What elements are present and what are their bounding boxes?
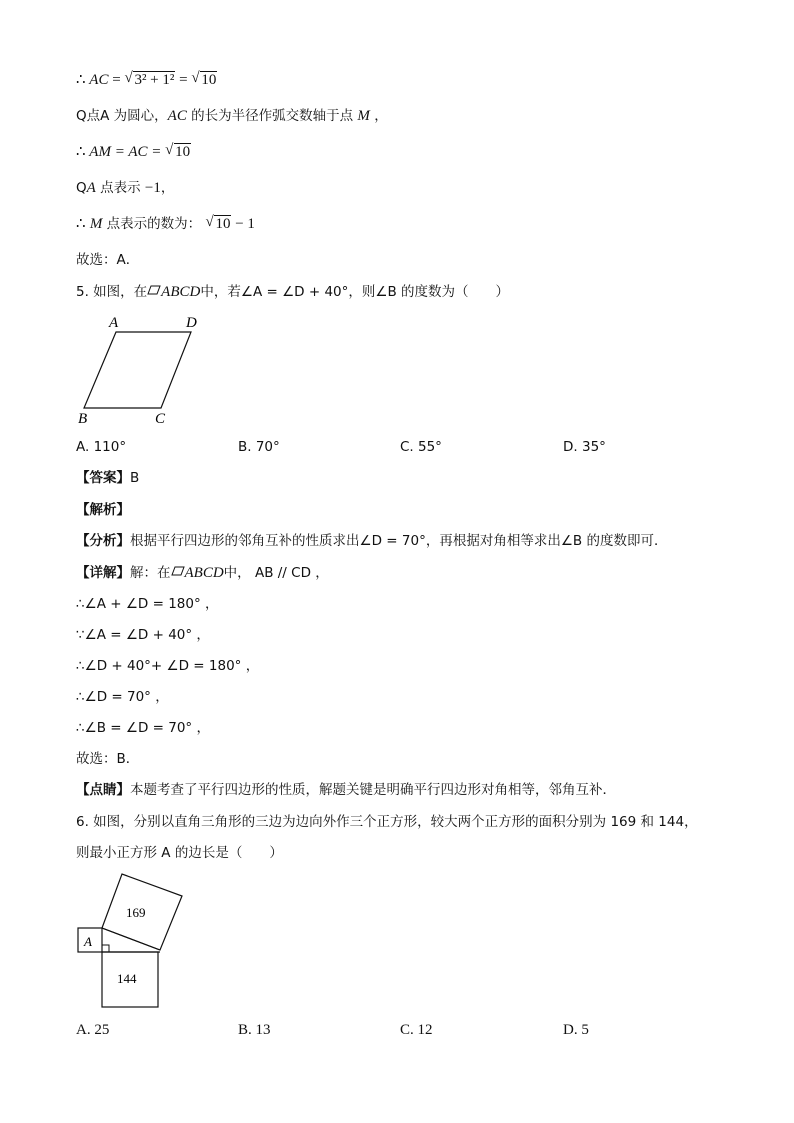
detail-tag: 【详解】 <box>76 565 130 581</box>
sqrt-expr: √ 3² + 1² <box>124 70 175 88</box>
therefore-symbol: ∴ <box>76 216 86 232</box>
sqrt-10: √ 10 <box>205 214 231 232</box>
q5-stem-a: 5. 如图，在 <box>76 284 148 300</box>
q6-option-c[interactable]: C. 12 <box>400 1022 433 1038</box>
a-var: A <box>86 180 96 196</box>
dianjing-tag: 【点睛】 <box>76 782 130 798</box>
q5-line-5: ∴∠B = ∠D = 70° ， <box>76 720 210 736</box>
expr-ac: AC <box>89 72 109 88</box>
dianjing-text: 本题考查了平行四边形的性质，解题关键是明确平行四边形对角相等，邻角互补． <box>130 782 616 798</box>
choose-line-1: 故选：A． <box>76 252 140 268</box>
ac-var: AC <box>167 108 187 124</box>
answer-tag: 【答案】 <box>76 470 130 486</box>
step2-end: ， <box>369 108 388 124</box>
step-m-point-line <box>76 214 255 234</box>
q5-option-d[interactable]: D. 35° <box>563 439 606 455</box>
parallelogram-icon <box>171 565 185 581</box>
q5-stem-b: 中，若∠A = ∠D + 40°，则∠B 的度数为（ ） <box>200 284 510 300</box>
m-var: M <box>357 108 370 124</box>
q5-fenxi <box>76 531 667 551</box>
step2-text2: 的长为半径作弧交数轴于点 <box>186 108 358 124</box>
parallelogram-shape <box>84 332 191 408</box>
q6-option-b[interactable]: B. 13 <box>238 1022 271 1038</box>
fenxi-tag: 【分析】 <box>76 533 130 549</box>
therefore-symbol: ∴ <box>76 72 86 88</box>
q5-dianjing <box>76 780 616 800</box>
am-var: AM <box>89 144 111 160</box>
q5-analysis-tag: 【解析】 <box>76 502 130 518</box>
label-a: A <box>109 315 119 331</box>
q5-detail <box>76 563 329 583</box>
label-small-a: A <box>84 934 92 949</box>
sqrt-result: √ 10 <box>191 70 217 88</box>
q5-shape-name: ABCD <box>161 284 201 300</box>
q6-stem-1: 6. 如图，分别以直角三角形的三边为边向外作三个正方形，较大两个正方形的面积分别为 169 和 144， <box>76 814 698 830</box>
detail-shape: ABCD <box>184 565 224 581</box>
equals: = <box>112 72 121 88</box>
detail-a: 解：在 <box>130 565 171 581</box>
q5-option-b[interactable]: B. 70° <box>238 439 280 455</box>
step-am-line <box>76 142 191 162</box>
label-d: D <box>186 315 197 331</box>
step4-end: ， <box>160 180 175 196</box>
step2-text: Q点A 为圆心， <box>76 108 168 124</box>
m-var: M <box>89 216 103 232</box>
sqrt-10: √ 10 <box>165 142 191 160</box>
parallelogram-icon <box>147 284 161 300</box>
q5-choose: 故选：B． <box>76 751 140 767</box>
step4-q: Q <box>76 180 87 196</box>
therefore-symbol: ∴ <box>76 144 86 160</box>
step-a-point-line <box>76 178 174 198</box>
q5-option-a[interactable]: A. 110° <box>76 439 127 455</box>
step-arc-line <box>76 106 388 126</box>
q5-line-4: ∴∠D = 70° ， <box>76 689 169 705</box>
step5-tail: − 1 <box>231 216 255 232</box>
parallelogram-figure <box>76 310 216 428</box>
label-c: C <box>155 411 166 427</box>
q5-line-3: ∴∠D + 40°+ ∠D = 180° ， <box>76 658 260 674</box>
label-144: 144 <box>117 971 137 986</box>
q5-line-2: ∵∠A = ∠D + 40° ， <box>76 627 210 643</box>
fenxi-text: 根据平行四边形的邻角互补的性质求出∠D = 70°，再根据对角相等求出∠B 的度数即可． <box>130 533 668 549</box>
equals: = <box>179 72 188 88</box>
q5-option-c[interactable]: C. 55° <box>400 439 442 455</box>
detail-b: 中， AB // CD ， <box>223 565 329 581</box>
squares-figure <box>76 868 196 1013</box>
q5-answer <box>76 468 139 488</box>
am-mid: = AC = <box>110 144 166 160</box>
q6-stem-2: 则最小正方形 A 的边长是（ ） <box>76 845 283 861</box>
step4-value: −1 <box>144 180 161 196</box>
step5-text: 点表示的数为： <box>102 216 206 232</box>
q6-option-d[interactable]: D. 5 <box>563 1022 589 1038</box>
q5-line-1: ∴∠A + ∠D = 180° ， <box>76 596 219 612</box>
step-ac-line <box>76 70 217 90</box>
step4-text: 点表示 <box>95 180 145 196</box>
q5-stem <box>76 282 509 302</box>
q6-option-a[interactable]: A. 25 <box>76 1022 110 1038</box>
label-169: 169 <box>126 905 146 920</box>
answer-value: B <box>130 470 140 486</box>
label-b: B <box>78 411 88 427</box>
